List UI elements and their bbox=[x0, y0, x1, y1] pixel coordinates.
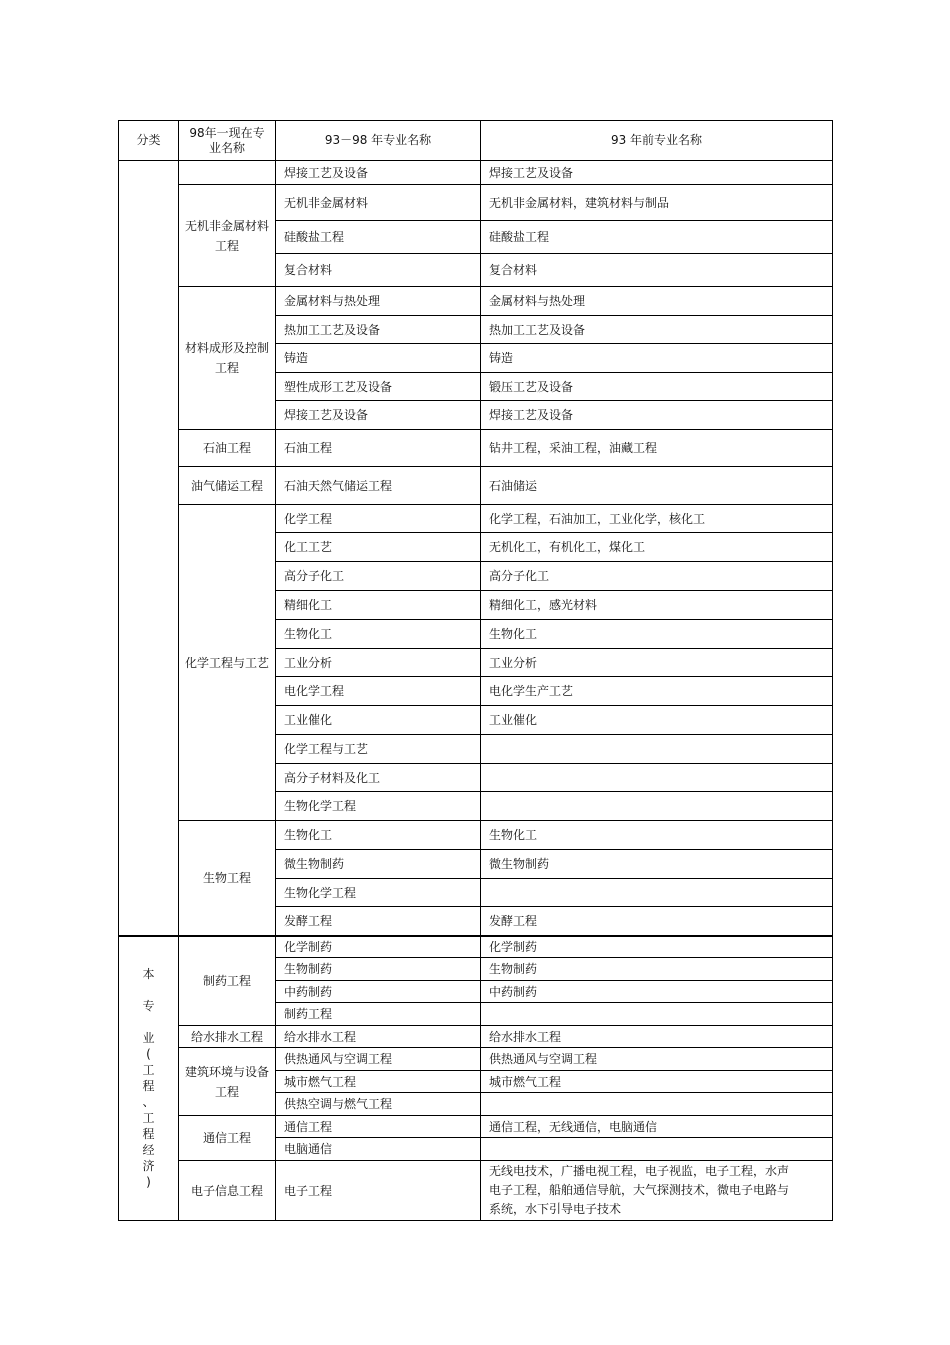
cell-pre-93: 生物制药 bbox=[481, 958, 833, 981]
table-row bbox=[119, 1161, 833, 1221]
cell-pre-93: 焊接工艺及设备 bbox=[481, 401, 833, 430]
cell-pre-93: 电化学生产工艺 bbox=[481, 677, 833, 706]
cell-93-98: 中药制药 bbox=[276, 981, 481, 1003]
cell-93-98: 工业分析 bbox=[276, 649, 481, 677]
cell-93-98: 城市燃气工程 bbox=[276, 1071, 481, 1093]
cell-93-98: 硅酸盐工程 bbox=[276, 221, 481, 254]
cell-pre-93 bbox=[481, 879, 833, 907]
header-current-major: 98年一现在专业名称 bbox=[179, 121, 276, 161]
cell-93-98: 生物化学工程 bbox=[276, 879, 481, 907]
group-cell: 制药工程 bbox=[179, 936, 276, 1026]
cell-pre-93: 发酵工程 bbox=[481, 907, 833, 936]
cell-pre-93: 高分子化工 bbox=[481, 562, 833, 591]
cell-93-98: 生物化工 bbox=[276, 620, 481, 649]
cell-93-98: 金属材料与热处理 bbox=[276, 287, 481, 316]
cell-93-98: 高分子化工 bbox=[276, 562, 481, 591]
table-row bbox=[119, 287, 833, 316]
cell-93-98: 石油工程 bbox=[276, 430, 481, 467]
group-cell: 材料成形及控制工程 bbox=[179, 287, 276, 430]
cell-pre-93 bbox=[481, 1003, 833, 1026]
cell-93-98: 热加工工艺及设备 bbox=[276, 316, 481, 344]
cell-pre-93: 金属材料与热处理 bbox=[481, 287, 833, 316]
category-char: 工 bbox=[142, 1110, 155, 1125]
cell-93-98: 焊接工艺及设备 bbox=[276, 161, 481, 185]
cell-pre-93: 铸造 bbox=[481, 344, 833, 373]
table-row bbox=[119, 467, 833, 505]
table-row bbox=[119, 505, 833, 533]
category-cell-vertical bbox=[119, 936, 179, 1221]
cell-pre-93: 给水排水工程 bbox=[481, 1026, 833, 1048]
cell-pre-93: 焊接工艺及设备 bbox=[481, 161, 833, 185]
cell-93-98: 铸造 bbox=[276, 344, 481, 373]
category-char: 专 bbox=[142, 998, 155, 1013]
cell-93-98: 高分子材料及化工 bbox=[276, 764, 481, 792]
group-cell: 建筑环境与设备工程 bbox=[179, 1048, 276, 1116]
cell-93-98: 精细化工 bbox=[276, 591, 481, 620]
group-cell: 油气储运工程 bbox=[179, 467, 276, 505]
cell-93-98: 焊接工艺及设备 bbox=[276, 401, 481, 430]
cell-pre-93 bbox=[481, 1093, 833, 1116]
header-pre-93-major: 93 年前专业名称 bbox=[481, 121, 833, 161]
group-cell bbox=[179, 161, 276, 185]
cell-93-98: 电脑通信 bbox=[276, 1138, 481, 1161]
group-cell: 电子信息工程 bbox=[179, 1161, 276, 1221]
group-cell: 化学工程与工艺 bbox=[179, 505, 276, 821]
category-char: 程 bbox=[142, 1126, 155, 1141]
cell-pre-93 bbox=[481, 764, 833, 792]
header-category: 分类 bbox=[119, 121, 179, 161]
cell-93-98: 供热通风与空调工程 bbox=[276, 1048, 481, 1071]
cell-pre-93 bbox=[481, 792, 833, 821]
header-93-98-major: 93－98 年专业名称 bbox=[276, 121, 481, 161]
cell-pre-93: 化学工程，石油加工，工业化学，核化工 bbox=[481, 505, 833, 533]
cell-93-98: 化学工程 bbox=[276, 505, 481, 533]
cell-93-98: 电子工程 bbox=[276, 1161, 481, 1221]
cell-93-98: 生物化学工程 bbox=[276, 792, 481, 821]
category-char: 工 bbox=[142, 1062, 155, 1077]
cell-pre-93 bbox=[481, 735, 833, 764]
cell-pre-93: 无机化工，有机化工，煤化工 bbox=[481, 533, 833, 562]
table-row bbox=[119, 936, 833, 958]
table-row bbox=[119, 1048, 833, 1071]
cell-93-98: 制药工程 bbox=[276, 1003, 481, 1026]
cell-93-98: 石油天然气储运工程 bbox=[276, 467, 481, 505]
cell-93-98: 工业催化 bbox=[276, 706, 481, 735]
cell-pre-93: 锻压工艺及设备 bbox=[481, 373, 833, 401]
category-char: 本 bbox=[142, 966, 155, 981]
cell-pre-93: 生物化工 bbox=[481, 620, 833, 649]
category-char: ( bbox=[146, 1046, 151, 1061]
table-row bbox=[119, 1116, 833, 1138]
cell-pre-93: 钻井工程，采油工程，油藏工程 bbox=[481, 430, 833, 467]
cell-93-98: 无机非金属材料 bbox=[276, 185, 481, 221]
cell-pre-93: 供热通风与空调工程 bbox=[481, 1048, 833, 1071]
table-row bbox=[119, 185, 833, 221]
table-header-row bbox=[119, 121, 833, 161]
table-row bbox=[119, 1026, 833, 1048]
cell-93-98: 化工工艺 bbox=[276, 533, 481, 562]
cell-pre-93: 无机非金属材料，建筑材料与制品 bbox=[481, 185, 833, 221]
cell-93-98: 电化学工程 bbox=[276, 677, 481, 706]
cell-93-98: 生物制药 bbox=[276, 958, 481, 981]
cell-pre-93: 微生物制药 bbox=[481, 850, 833, 879]
cell-pre-93: 复合材料 bbox=[481, 254, 833, 287]
cell-pre-93 bbox=[481, 1138, 833, 1161]
cell-pre-93: 化学制药 bbox=[481, 936, 833, 958]
cell-93-98: 化学工程与工艺 bbox=[276, 735, 481, 764]
cell-93-98: 复合材料 bbox=[276, 254, 481, 287]
cell-pre-93: 精细化工，感光材料 bbox=[481, 591, 833, 620]
cell-pre-93: 通信工程，无线通信，电脑通信 bbox=[481, 1116, 833, 1138]
cell-pre-93: 中药制药 bbox=[481, 981, 833, 1003]
vertical-category-label bbox=[142, 966, 156, 1190]
cell-93-98: 发酵工程 bbox=[276, 907, 481, 936]
table-row bbox=[119, 161, 833, 185]
group-cell: 石油工程 bbox=[179, 430, 276, 467]
cell-93-98: 塑性成形工艺及设备 bbox=[276, 373, 481, 401]
cell-93-98: 化学制药 bbox=[276, 936, 481, 958]
cell-pre-93: 石油储运 bbox=[481, 467, 833, 505]
cell-93-98: 供热空调与燃气工程 bbox=[276, 1093, 481, 1116]
cell-pre-93: 工业催化 bbox=[481, 706, 833, 735]
cell-pre-93: 硅酸盐工程 bbox=[481, 221, 833, 254]
cell-93-98: 通信工程 bbox=[276, 1116, 481, 1138]
category-char: 、 bbox=[142, 1094, 155, 1109]
category-char: 业 bbox=[142, 1030, 155, 1045]
cell-93-98: 微生物制药 bbox=[276, 850, 481, 879]
category-char: 济 bbox=[142, 1158, 155, 1173]
category-cell bbox=[119, 161, 179, 936]
group-cell: 无机非金属材料工程 bbox=[179, 185, 276, 287]
group-cell: 通信工程 bbox=[179, 1116, 276, 1161]
cell-93-98: 生物化工 bbox=[276, 821, 481, 850]
table-row bbox=[119, 821, 833, 850]
category-char: 程 bbox=[142, 1078, 155, 1093]
cell-pre-93: 无线电技术，广播电视工程，电子视监，电子工程，水声电子工程，船舶通信导航，大气探测技术，微电子电路与系统，水下引导电子技术 bbox=[481, 1161, 833, 1221]
cell-pre-93: 生物化工 bbox=[481, 821, 833, 850]
major-name-table bbox=[118, 120, 833, 1221]
group-cell: 生物工程 bbox=[179, 821, 276, 936]
cell-pre-93: 城市燃气工程 bbox=[481, 1071, 833, 1093]
cell-pre-93: 工业分析 bbox=[481, 649, 833, 677]
cell-93-98: 给水排水工程 bbox=[276, 1026, 481, 1048]
category-char: 经 bbox=[142, 1142, 155, 1157]
cell-pre-93: 热加工工艺及设备 bbox=[481, 316, 833, 344]
group-cell: 给水排水工程 bbox=[179, 1026, 276, 1048]
category-char: ) bbox=[146, 1174, 151, 1189]
table-row bbox=[119, 430, 833, 467]
